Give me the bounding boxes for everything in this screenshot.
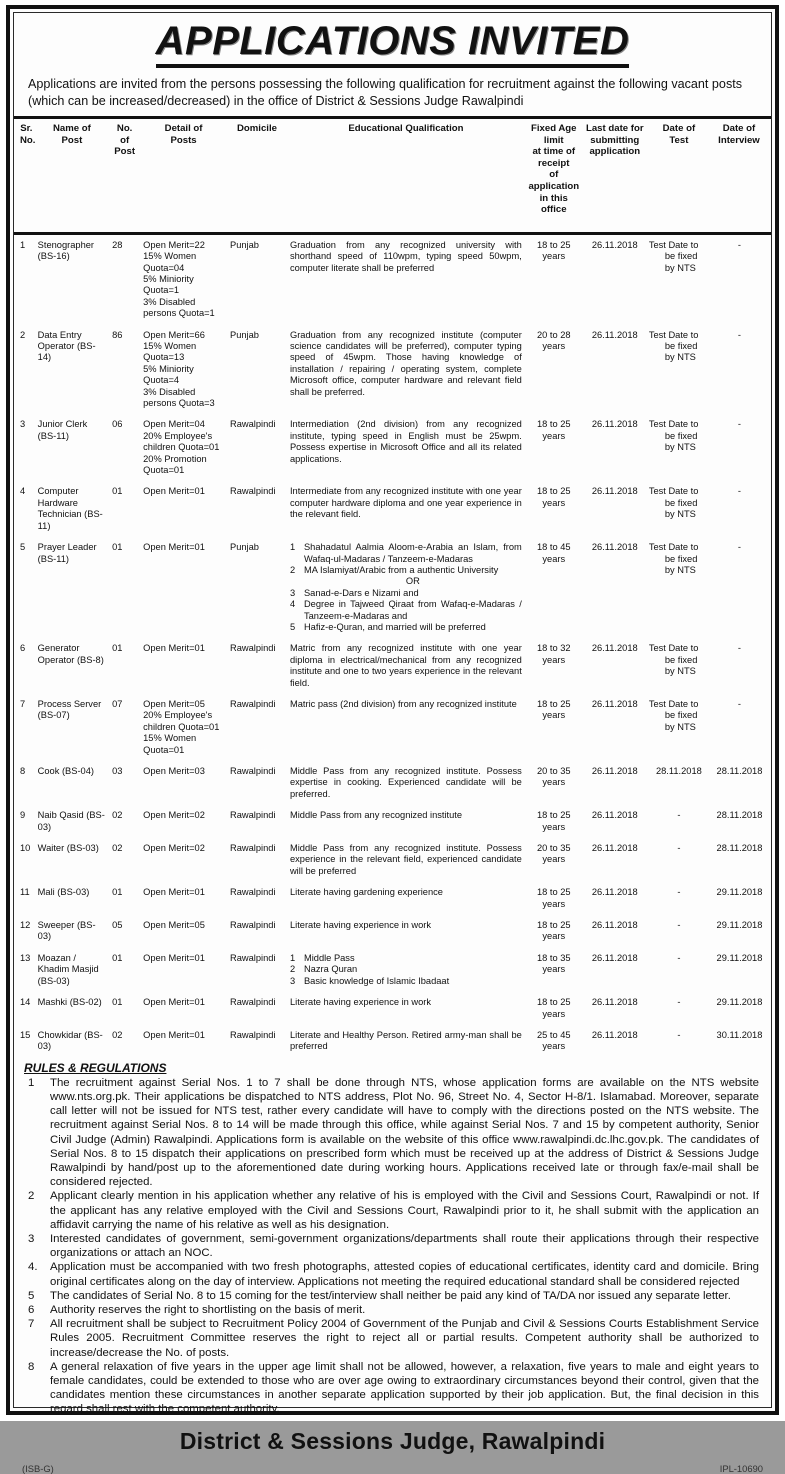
education-list-number: 1 [289,542,296,553]
rules-section [14,1058,771,1417]
cell-date-of-interview: - [737,239,742,250]
col-header-date-of-interview [711,119,771,233]
cell-last-date: 26.11.2018 [591,997,638,1008]
page-inner-border [13,12,772,1474]
cell-no-of-post: 01 [112,997,123,1008]
header-line: of application [528,169,580,192]
cell-fixed-age-limit: 18 to 25 years [536,419,571,441]
cell-name-of-post: Generator Operator (BS-8) [37,643,104,665]
cell-name-of-post: Mashki (BS-02) [37,997,102,1008]
header-line: at time of receipt [532,146,576,169]
education-list-number: 4 [289,599,296,610]
education-list-item: 1 Shahadatul Aalmia Aloom-e-Arabia an Islam, from Wafaq-ul-Madaras / Tanzeem-e-Madaras [289,542,522,564]
cell-fixed-age-limit: 18 to 25 years [536,239,571,262]
education-text: Middle Pass from any recognized institute [289,810,463,821]
cell-name-of-post: Mali (BS-03) [37,887,90,898]
title-container [14,13,771,70]
cell-name-of-post: Chowkidar (BS-03) [37,1029,103,1052]
cell-date-of-test: - [677,1029,681,1040]
cell-sr-no: 13 [20,952,31,963]
cell-fixed-age-limit: 20 to 35 years [536,843,571,865]
cell-date-of-interview: - [737,698,742,709]
education-text: Graduation from any recognized university with shorthand speed of 110wpm, typing speed 50wpm, computer literate shall be preferred [289,239,522,273]
header-line: Domicile [236,123,277,134]
cell-fixed-age-limit: 18 to 25 years [536,698,571,721]
cell-name-of-post: Moazan / Khadim Masjid (BS-03) [37,952,99,986]
cell-educational-qualification [287,638,525,694]
rule-number: 4. [28,1261,38,1274]
cell-last-date: 26.11.2018 [591,486,638,497]
cell-date-of-interview: - [737,419,742,430]
cell-last-date: 26.11.2018 [591,952,638,963]
cell-date-of-test: - [677,997,681,1008]
rule-text: Applicant clearly mention in his application whether any relative of his is employed with the Civil and Sessions Court, Rawalpindi or not. If the applicant has any relative employed with the Civil and Sessions Court, Rawalpindi prior to it, he shall submit with the application an affidavit carrying the name of his relative as well as his designation. [50,1190,759,1231]
education-text: Middle Pass from any recognized institute. Possess expertise in cooking. Experienced candidate will be preferred. [289,766,522,799]
table-row [14,414,771,481]
cell-sr-no: 4 [20,486,26,497]
footer-codes [14,1455,771,1474]
education-text: Literate having gardening experience [289,887,443,898]
cell-last-date: 26.11.2018 [591,1029,638,1040]
header-line: application [589,146,641,158]
cell-detail-of-posts: Open Merit=03 [143,766,205,776]
col-header-educational-qualification [287,119,525,233]
education-text: Intermediation (2nd division) from any recognized institute, typing speed in English must be 25wpm. Possess expertise in Microsoft Office and all its related applications. [289,419,522,464]
cell-sr-no: 7 [20,698,26,709]
rule-number: 3 [28,1232,35,1245]
cell-date-of-interview: 29.11.2018 [716,997,763,1008]
cell-date-of-test: Test Date to be fixed by NTS [648,329,699,363]
jobs-table [14,119,771,1058]
education-list-item: 2 Nazra Quran [289,964,358,975]
cell-educational-qualification [287,992,525,1025]
cell-last-date: 26.11.2018 [591,887,638,898]
cell-educational-qualification [287,761,525,805]
cell-detail-of-posts: Open Merit=02 [143,843,205,854]
cell-no-of-post: 01 [112,643,123,654]
cell-detail-of-posts: Open Merit=05 20% Employee's children Quota=01 15% Women Quota=01 [143,698,220,755]
cell-fixed-age-limit: 18 to 35 years [536,952,571,975]
cell-educational-qualification [287,882,525,915]
table-row [14,761,771,805]
cell-domicile: Rawalpindi [230,887,276,898]
cell-name-of-post: Cook (BS-04) [37,766,94,776]
cell-fixed-age-limit: 18 to 32 years [536,643,571,665]
cell-detail-of-posts: Open Merit=66 15% Women Quota=13 5% Miniority Quota=4 3% Disabled persons Quota=3 [143,329,215,409]
col-header-last-date [583,119,647,233]
cell-sr-no: 6 [20,643,26,654]
education-or-separator: OR [405,576,420,587]
page-title: APPLICATIONS INVITED [156,19,630,68]
cell-no-of-post: 01 [112,542,123,553]
rule-number: 1 [28,1076,35,1089]
cell-sr-no: 3 [20,419,26,430]
cell-domicile: Rawalpindi [230,643,276,654]
header-line: Educational Qualification [348,123,464,134]
cell-date-of-interview: - [737,643,742,654]
header-line: Detail of [164,123,203,134]
education-list-item: 2 MA Islamiyat/Arabic from a authentic University [289,564,499,575]
table-row [14,537,771,638]
rule-text: A general relaxation of five years in the upper age limit shall not be allowed, however, a relaxation, five years to male and eight years to female candidates, could be extended to those who are over age owing to extraordinary circumstances beyond their control, given that the candidates mention these circumstances in another separate application supported by their job application. But, the final decision in this regard shall rest with the competent authority. [50,1360,759,1416]
education-list [290,542,522,633]
jobs-table-head [14,119,771,233]
rule-item [24,1360,759,1417]
cell-detail-of-posts: Open Merit=01 [143,1029,205,1040]
education-text: Literate having experience in work [289,920,432,931]
education-list [290,953,522,987]
cell-fixed-age-limit: 18 to 25 years [536,486,571,508]
header-line: Posts [170,134,197,146]
education-list-item: 5 Hafiz-e-Quran, and married will be preferred [289,621,486,632]
header-line: Fixed Age limit [531,123,577,146]
rule-number: 5 [28,1289,35,1302]
education-list-number: 2 [289,964,296,975]
rule-item [24,1189,759,1232]
rule-number: 2 [28,1190,35,1203]
table-row [14,481,771,537]
cell-no-of-post: 06 [112,419,123,430]
header-line: in this office [539,192,568,216]
header-line: Date of [722,123,756,134]
table-row [14,233,771,324]
cell-domicile: Rawalpindi [230,1029,276,1040]
cell-name-of-post: Computer Hardware Technician (BS-11) [37,486,103,531]
cell-educational-qualification [287,694,525,761]
cell-no-of-post: 02 [112,843,123,854]
cell-educational-qualification [287,414,525,481]
cell-fixed-age-limit: 18 to 45 years [536,542,571,564]
cell-no-of-post: 01 [112,952,123,963]
cell-name-of-post: Prayer Leader (BS-11) [37,542,97,564]
cell-sr-no: 8 [20,766,26,776]
rule-text: The candidates of Serial No. 8 to 15 coming for the test/interview shall neither be paid any kind of TA/DA nor issued any separate letter. [50,1289,731,1302]
cell-date-of-test: Test Date to be fixed by NTS [648,239,699,273]
cell-date-of-interview: - [737,329,742,340]
cell-no-of-post: 07 [112,698,123,709]
cell-name-of-post: Junior Clerk (BS-11) [37,419,88,441]
cell-sr-no: 12 [20,920,31,931]
table-row [14,694,771,761]
cell-detail-of-posts: Open Merit=01 [143,997,205,1008]
cell-last-date: 26.11.2018 [591,329,638,340]
header-line: Test [669,134,689,146]
table-row [14,325,771,415]
cell-no-of-post: 86 [112,329,123,340]
cell-last-date: 26.11.2018 [591,843,638,854]
cell-domicile: Punjab [230,329,259,340]
rule-number: 8 [28,1360,35,1373]
header-line: Post [61,134,83,146]
table-row [14,638,771,694]
cell-date-of-interview: 29.11.2018 [716,920,763,931]
cell-name-of-post: Process Server (BS-07) [37,698,102,721]
col-header-sr-no [14,119,35,233]
education-list-item: 3 Basic knowledge of Islamic Ibadaat [289,975,450,986]
header-line: Name of [52,123,91,134]
cell-last-date: 26.11.2018 [591,419,638,430]
cell-sr-no: 1 [20,239,26,250]
cell-date-of-interview: 28.11.2018 [716,810,763,821]
cell-detail-of-posts: Open Merit=01 [143,643,205,654]
page-outer-border [6,5,779,1474]
rule-item [24,1317,759,1360]
cell-educational-qualification [287,325,525,415]
header-line: No. [20,134,36,146]
cell-detail-of-posts: Open Merit=04 20% Employee's children Quota=01 20% Promotion Quota=01 [143,419,220,476]
education-text: Middle Pass from any recognized institute. Possess experience in the relevant field, experienced candidate will be preferred [289,843,522,876]
table-row [14,805,771,838]
education-list-item: 4 Degree in Tajweed Qiraat from Wafaq-e-Madaras / Tanzeem-e-Madaras and [289,599,522,621]
header-line: Date of [662,123,696,134]
cell-domicile: Rawalpindi [230,997,276,1008]
education-text: Intermediate from any recognized institute with one year computer hardware diploma and one year experience in the relevant field. [289,486,522,520]
cell-sr-no: 9 [20,810,26,821]
table-row [14,992,771,1025]
cell-domicile: Punjab [230,239,259,250]
footer-right-code: IPL-10690 [719,1462,763,1474]
col-header-detail-of-posts [140,119,227,233]
rule-item [24,1289,759,1303]
cell-domicile: Rawalpindi [230,419,276,430]
cell-educational-qualification [287,537,525,638]
cell-fixed-age-limit: 18 to 25 years [536,920,571,942]
cell-date-of-test: Test Date to be fixed by NTS [648,698,699,732]
table-row [14,948,771,992]
cell-date-of-interview: 30.11.2018 [716,1029,763,1040]
cell-domicile: Rawalpindi [230,843,276,854]
rule-text: Authority reserves the right to shortlisting on the basis of merit. [50,1303,366,1316]
cell-detail-of-posts: Open Merit=01 [143,952,205,963]
cell-fixed-age-limit: 18 to 25 years [536,887,571,909]
header-line: Last date for [585,123,644,134]
cell-no-of-post: 03 [112,766,123,776]
rule-item [24,1232,759,1260]
col-header-name-of-post [35,119,109,233]
education-list-number: 2 [289,564,296,575]
table-row [14,838,771,882]
cell-last-date: 26.11.2018 [591,810,638,821]
cell-last-date: 26.11.2018 [591,542,638,553]
cell-date-of-test: Test Date to be fixed by NTS [648,486,699,520]
cell-fixed-age-limit: 25 to 45 years [536,1029,571,1052]
footer-authority: District & Sessions Judge, Rawalpindi [179,1427,606,1454]
cell-name-of-post: Stenographer (BS-16) [37,239,95,262]
cell-sr-no: 10 [20,843,31,854]
cell-detail-of-posts: Open Merit=22 15% Women Quota=04 5% Miniority Quota=1 3% Disabled persons Quota=1 [143,239,215,319]
cell-date-of-test: Test Date to be fixed by NTS [648,643,699,677]
cell-date-of-interview: 29.11.2018 [716,887,763,898]
header-line: submitting [590,134,640,146]
header-line: Post [114,146,136,158]
rule-item [24,1076,759,1190]
cell-date-of-test: - [677,952,681,963]
table-row [14,1025,771,1058]
cell-educational-qualification [287,481,525,537]
col-header-date-of-test [647,119,711,233]
cell-detail-of-posts: Open Merit=01 [143,542,205,553]
cell-sr-no: 14 [20,997,31,1008]
cell-date-of-test: - [677,810,681,821]
cell-date-of-interview: 29.11.2018 [716,952,763,963]
cell-detail-of-posts: Open Merit=05 [143,920,205,931]
cell-domicile: Punjab [230,542,259,553]
cell-sr-no: 5 [20,542,26,553]
cell-name-of-post: Data Entry Operator (BS-14) [37,329,96,363]
cell-date-of-interview: 28.11.2018 [716,843,763,854]
cell-detail-of-posts: Open Merit=02 [143,810,205,821]
footer-left-code: (ISB-G) [22,1462,54,1474]
cell-last-date: 26.11.2018 [591,920,638,931]
cell-sr-no: 2 [20,329,26,340]
education-text: Literate having experience in work [289,997,432,1008]
col-header-no-of-post [109,119,140,233]
education-text: Matric pass (2nd division) from any recognized institute [289,698,517,709]
cell-fixed-age-limit: 20 to 28 years [536,329,571,351]
cell-last-date: 26.11.2018 [591,698,638,709]
education-list-item: 1 Middle Pass [289,952,355,963]
cell-domicile: Rawalpindi [230,698,276,709]
cell-domicile: Rawalpindi [230,810,276,821]
header-line: Interview [718,134,760,146]
col-header-domicile [227,119,287,233]
cell-no-of-post: 02 [112,1029,123,1040]
cell-date-of-test: - [677,843,681,854]
header-line: No. of [116,123,133,146]
cell-name-of-post: Sweeper (BS-03) [37,920,96,942]
rule-text: Interested candidates of government, semi-government organizations/departments shall route their applications through their respective organizations or attach an NOC. [50,1232,759,1260]
education-list-number: 5 [289,621,296,632]
cell-date-of-test: Test Date to be fixed by NTS [648,542,699,575]
rules-heading: RULES & REGULATIONS [24,1060,167,1075]
cell-detail-of-posts: Open Merit=01 [143,887,205,898]
education-list-number: 1 [289,952,296,963]
cell-sr-no: 11 [20,887,30,898]
cell-domicile: Rawalpindi [230,766,276,776]
cell-educational-qualification [287,805,525,838]
cell-fixed-age-limit: 18 to 25 years [536,997,571,1019]
cell-last-date: 26.11.2018 [591,239,638,250]
cell-educational-qualification [287,915,525,948]
cell-fixed-age-limit: 20 to 35 years [536,766,571,788]
rules-list [24,1076,759,1417]
rule-text: The recruitment against Serial Nos. 1 to 7 shall be done through NTS, whose application forms are available on the NTS website www.nts.org.pk. Their applications be dispatched to NTS address, Plot No. 96, Street No. 4, Sector H-8/1. Islamabad. Moreover, separate call letter will not be issued for NTS test, rather every candidate will have to comply with the directions posted on the NTS website. The recruitment against Serial Nos. 8 to 14 will be made through this office, while against Serial Nos. 7 and 15 by competent authority, Senior Civil Judge (Admin) Rawalpindi. Applications form is available on the website of this office www.rawalpindi.dc.lhc.gov.pk. The candidates of Serial Nos. 8 to 15 dispatch their applications on prescribed form which must be received up at the address of District & Sessions Judge Rawalpindi by hand/post up to the aforementioned date during working hours. Applications received late or through fax/e-mail shall be considered rejected. [50,1076,759,1189]
cell-fixed-age-limit: 18 to 25 years [536,810,571,832]
cell-educational-qualification [287,233,525,324]
cell-last-date: 26.11.2018 [591,766,638,776]
education-text: Graduation from any recognized institute (computer science candidates will be preferred), computer typing speed of 45wpm. Those having knowledge of installation / repairing / operating system, complete Microsoft office, computer hardware and relevant field shall be preferred. [289,329,522,397]
cell-last-date: 26.11.2018 [591,643,638,654]
header-line: Sr. [20,123,33,134]
cell-no-of-post: 02 [112,810,123,821]
education-list-item: 3 Sanad-e-Dars e Nizami and [289,587,419,598]
cell-date-of-test: Test Date to be fixed by NTS [648,419,699,453]
cell-date-of-interview: - [737,486,742,497]
cell-no-of-post: 05 [112,920,123,931]
education-text: Matric from any recognized institute with one year diploma in electrical/mechanical from any recognized institute and one to two years experience in the relevant field. [289,643,522,688]
cell-domicile: Rawalpindi [230,952,276,963]
cell-date-of-interview: - [737,542,742,553]
education-list-number: 3 [289,587,296,598]
education-list-number: 3 [289,975,296,986]
cell-no-of-post: 01 [112,486,123,497]
cell-name-of-post: Waiter (BS-03) [37,843,99,854]
table-row [14,915,771,948]
cell-no-of-post: 01 [112,887,123,898]
rule-item [24,1303,759,1317]
rule-item [24,1260,759,1288]
intro-paragraph: Applications are invited from the persons possessing the following qualification for recruitment against the following vacant posts (which can be increased/decreased) in the office of District & Sessions Judge Rawalpindi [28,77,743,108]
rule-number: 6 [28,1303,35,1316]
cell-sr-no: 15 [20,1029,31,1040]
cell-educational-qualification [287,838,525,882]
rule-number: 7 [28,1318,35,1331]
cell-name-of-post: Naib Qasid (BS-03) [37,810,105,832]
cell-educational-qualification [287,1025,525,1058]
cell-date-of-test: - [677,887,681,898]
col-header-fixed-age-limit [525,119,583,233]
cell-no-of-post: 28 [112,239,123,250]
cell-detail-of-posts: Open Merit=01 [143,486,205,497]
cell-date-of-test: - [677,920,681,931]
cell-domicile: Rawalpindi [230,920,276,931]
jobs-table-body [14,233,771,1057]
rule-text: All recruitment shall be subject to Recruitment Policy 2004 of Government of the Punjab and Civil & Sessions Courts Establishment Service Rules 2005. Recruitment Committee reserves the right to reject all or partial results. Competent authority shall be authorized to increase/decrease the No. of posts. [50,1318,759,1359]
cell-date-of-interview: 28.11.2018 [716,766,763,776]
cell-domicile: Rawalpindi [230,486,276,497]
cell-date-of-test: 28.11.2018 [655,766,702,776]
rule-text: Application must be accompanied with two fresh photographs, attested copies of educational certificates, identity card and domicile. Bring original certificates along on the day of interview. Applications not meeting the required educational standard shall be considered rejected [50,1261,759,1288]
education-text: Literate and Healthy Person. Retired army-man shall be preferred [289,1029,522,1052]
cell-educational-qualification [287,948,525,992]
table-row [14,882,771,915]
table-header-row [14,119,771,233]
